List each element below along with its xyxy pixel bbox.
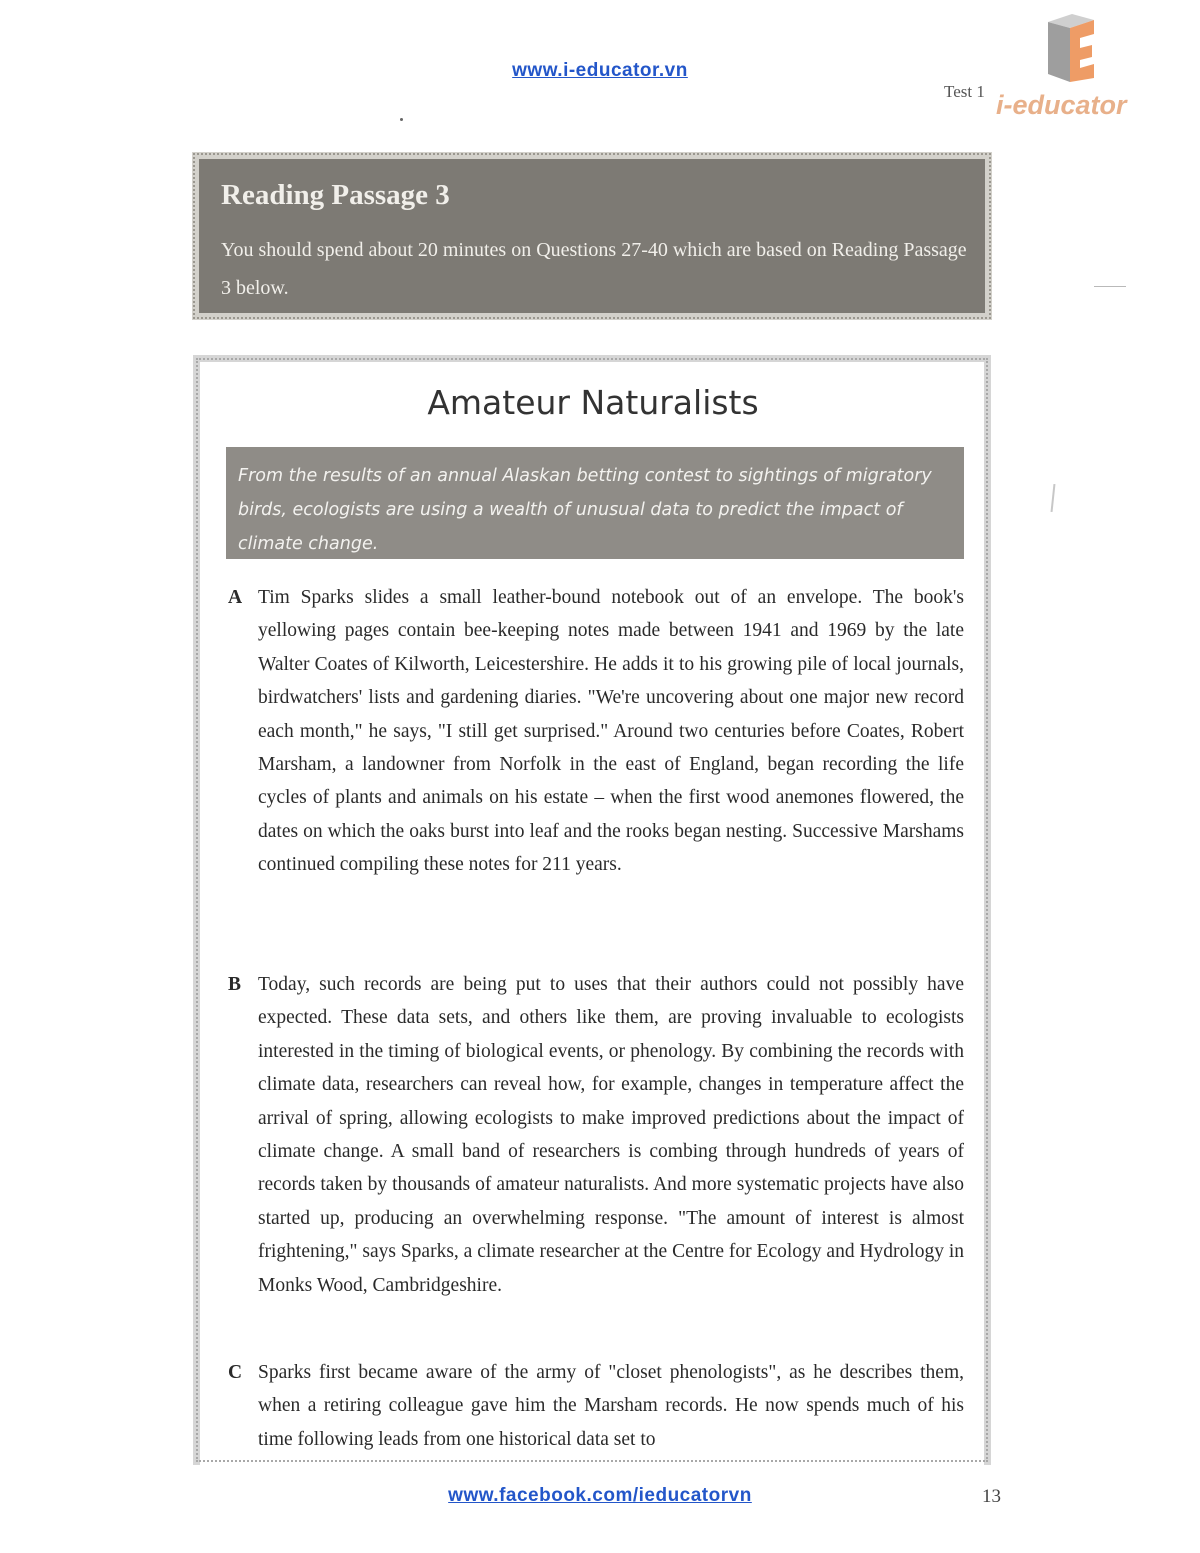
paragraph-letter: B [228,974,242,995]
i-educator-logo [996,12,1140,122]
paragraph-text: Tim Sparks slides a small leather-bound notebook out of an envelope. The book's yellowing pages contain bee-keeping notes made between 1941 and 1969 by the late Walter Coates of Kilworth, Leicestershire. He adds it to his growing pile of local journals, birdwatchers' lists and gardening diaries. "We're uncovering about one major new record each month," he says, "I still get surprised." Around two centuries before Coates, Robert Marsham, a landowner from Norfolk in the east of England, began recording the life cycles of plants and animals on his estate – when the first wood anemones flowered, the dates on which the oaks burst into leaf and the rooks began nesting. Successive Marshams continued compiling these notes for 211 years. [258,587,964,876]
logo-mark-icon [1046,12,1096,86]
website-url-top[interactable]: www.i-educator.vn [512,60,688,81]
scan-speck [400,118,403,121]
paragraph-text: Today, such records are being put to uses that their authors could not possibly have expected. These data sets, and others like them, are proving invaluable to ecologists interested in the timing of biological events, or phenology. By combining the records with climate data, researchers can reveal how, for example, changes in temperature affect the arrival of spring, allowing ecologists to make improved predictions about the impact of climate change. A small band of researchers is combing through hundreds of years of records taken by thousands of amateur naturalists. And more systematic projects have also started up, producing an overwhelming response. "The amount of interest is almost frightening," says Sparks, a climate researcher at the Centre for Ecology and Hydrology in Monks Wood, Cambridgeshire. [258,974,964,1296]
passage-summary: From the results of an annual Alaskan betting contest to sightings of migratory birds, ecologists are using a wealth of unusual data to predict the impact of climate change. [226,447,964,559]
paragraph-a [228,581,964,882]
passage-title: Amateur Naturalists [427,383,759,422]
reading-passage-banner [192,152,992,320]
paragraph-text: Sparks first became aware of the army of "closet phenologists", as he describes them, when a retiring colleague gave him the Marsham records. He now spends much of his time following leads from one historical data set to [258,1362,964,1450]
facebook-url-bottom[interactable]: www.facebook.com/ieducatorvn [448,1485,752,1506]
page-number: 13 [982,1486,1001,1507]
reading-passage-title: Reading Passage 3 [221,179,450,211]
margin-tick [1051,484,1056,512]
logo-text: i-educator [996,90,1127,120]
paragraph-c [228,1356,964,1456]
reading-passage-instruction: You should spend about 20 minutes on Questions 27-40 which are based on Reading Passage 3 below. [221,239,967,299]
paragraph-letter: C [228,1362,243,1383]
paragraph-b [228,968,964,1302]
paragraph-letter: A [228,587,243,608]
running-head: Test 1 [944,82,985,101]
margin-mark [1094,286,1126,287]
